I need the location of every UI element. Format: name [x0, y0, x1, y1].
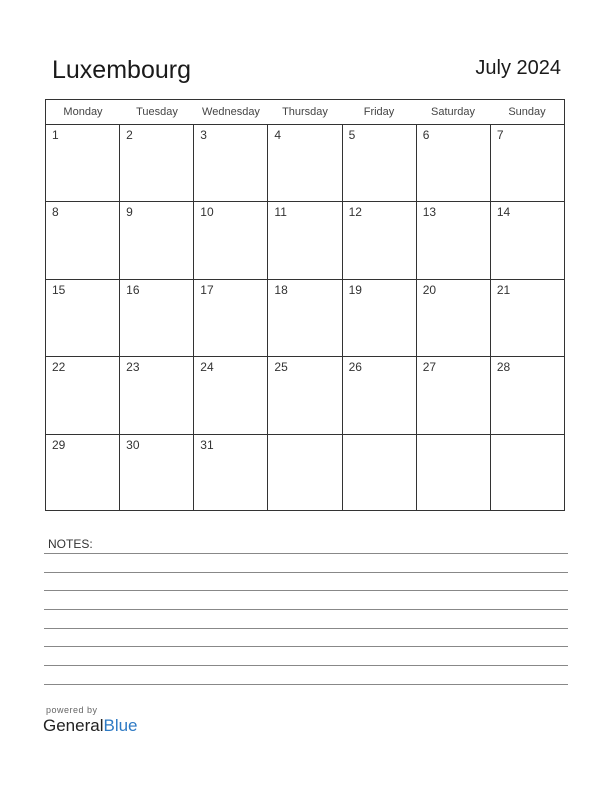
- day-number: 2: [126, 128, 133, 142]
- day-cell: [120, 202, 194, 278]
- weekday-sunday: Sunday: [508, 106, 546, 118]
- weekday-header-row: [46, 100, 564, 125]
- brand-logo: [43, 716, 138, 736]
- day-number: 8: [52, 205, 59, 220]
- notes-line: [44, 665, 568, 666]
- day-number: 3: [200, 128, 207, 142]
- day-cell: [417, 435, 491, 511]
- brand-blue: Blue: [103, 716, 138, 735]
- day-number: 15: [52, 282, 66, 297]
- day-number: 9: [126, 205, 133, 220]
- weeks-container: [46, 125, 564, 511]
- week-row: [46, 435, 564, 511]
- day-number: 5: [348, 128, 356, 142]
- day-cell: [417, 202, 491, 278]
- day-cell: [491, 357, 564, 433]
- weekday-saturday: Saturday: [430, 106, 476, 118]
- day-cell: [343, 202, 417, 278]
- day-number: 30: [126, 437, 140, 452]
- day-cell: [120, 125, 194, 201]
- weekday-monday: Monday: [63, 106, 103, 118]
- day-cell: [268, 357, 342, 433]
- day-cell: [120, 435, 194, 511]
- day-number: 29: [52, 437, 66, 452]
- day-cell: [343, 435, 417, 511]
- week-row: [46, 280, 564, 357]
- day-cell: [491, 435, 564, 511]
- day-cell: [46, 280, 120, 356]
- day-number: 13: [422, 205, 437, 220]
- day-cell: [343, 125, 417, 201]
- day-cell: [268, 125, 342, 201]
- week-row: [46, 357, 564, 434]
- day-number: 19: [348, 282, 362, 297]
- notes-line: [44, 572, 568, 573]
- day-cell: [268, 202, 342, 278]
- day-number: 27: [422, 360, 437, 375]
- day-cell: [46, 357, 120, 433]
- powered-by-text: powered by: [46, 705, 98, 715]
- day-cell: [194, 202, 268, 278]
- day-cell: [491, 125, 564, 201]
- day-number: 10: [200, 205, 214, 220]
- day-cell: [194, 125, 268, 201]
- month-year-title: July 2024: [475, 57, 561, 79]
- day-cell: [194, 357, 268, 433]
- day-number: 20: [422, 282, 437, 297]
- day-number: 6: [422, 128, 430, 142]
- day-cell: [194, 280, 268, 356]
- weekday-friday: Friday: [363, 106, 395, 118]
- day-cell: [46, 125, 120, 201]
- day-number: 14: [496, 205, 511, 220]
- day-number: 18: [274, 282, 288, 297]
- day-number: 7: [496, 128, 504, 142]
- day-number: 25: [274, 360, 288, 375]
- notes-line: [44, 590, 568, 591]
- weekday-thursday: Thursday: [282, 106, 328, 118]
- notes-line: [44, 609, 568, 610]
- day-cell: [491, 202, 564, 278]
- day-cell: [417, 280, 491, 356]
- day-cell: [343, 280, 417, 356]
- day-number: 17: [200, 282, 214, 297]
- week-row: [46, 125, 564, 202]
- day-cell: [120, 357, 194, 433]
- day-number: 16: [126, 282, 140, 297]
- day-cell: [491, 280, 564, 356]
- weekday-tuesday: Tuesday: [136, 106, 178, 118]
- day-cell: [343, 357, 417, 433]
- day-cell: [120, 280, 194, 356]
- notes-line: [44, 646, 568, 647]
- day-number: 11: [274, 205, 287, 220]
- calendar-grid: [45, 99, 565, 511]
- day-cell: [268, 435, 342, 511]
- day-cell: [46, 202, 120, 278]
- day-number: 22: [52, 360, 66, 375]
- notes-line: [44, 628, 568, 629]
- day-number: 31: [200, 437, 214, 452]
- day-cell: [417, 357, 491, 433]
- notes-line: [44, 684, 568, 685]
- brand-general: General: [43, 716, 104, 735]
- day-number: 21: [496, 282, 511, 297]
- day-number: 26: [348, 360, 362, 375]
- day-cell: [268, 280, 342, 356]
- day-number: 24: [200, 360, 214, 375]
- weekday-wednesday: Wednesday: [202, 106, 260, 118]
- notes-label: NOTES:: [48, 537, 93, 551]
- day-number: 12: [348, 205, 362, 220]
- day-number: 23: [126, 360, 140, 375]
- day-cell: [194, 435, 268, 511]
- day-number: 4: [274, 128, 282, 142]
- notes-line: [44, 553, 568, 554]
- country-title: Luxembourg: [52, 56, 191, 84]
- day-cell: [417, 125, 491, 201]
- day-cell: [46, 435, 120, 511]
- day-number: 1: [52, 128, 59, 142]
- day-number: 28: [496, 360, 511, 375]
- week-row: [46, 202, 564, 279]
